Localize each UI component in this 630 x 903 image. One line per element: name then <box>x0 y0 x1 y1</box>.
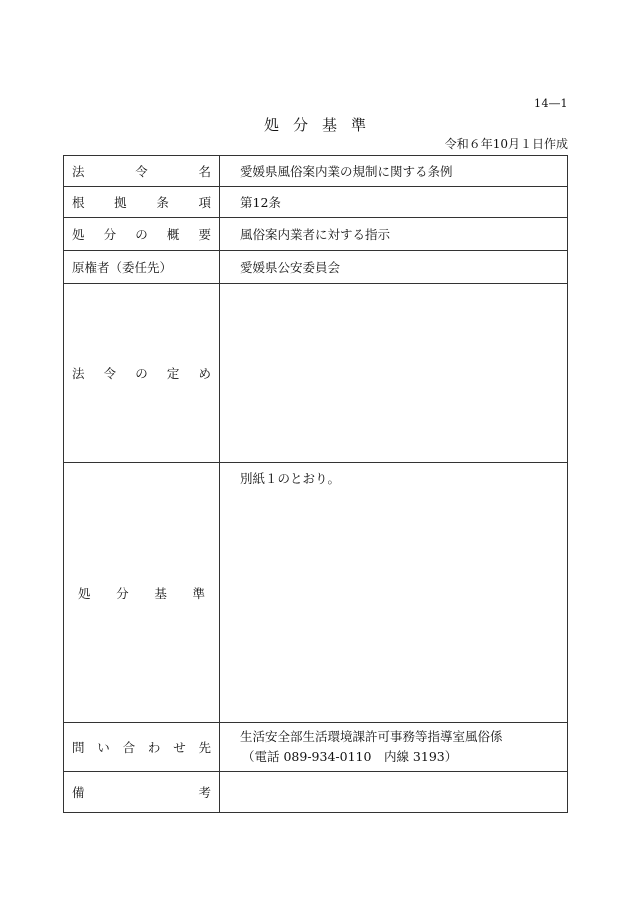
label-char: わ <box>147 740 161 755</box>
label-char: 条 <box>156 195 169 210</box>
label-char: 項 <box>198 195 211 210</box>
label-char: 考 <box>198 785 211 800</box>
label-char: 法 <box>72 164 85 179</box>
contact-phone: （電話 089-934-0110 内線 3193） <box>242 749 458 764</box>
value-disposition-standard: 別紙１のとおり。 <box>220 463 568 723</box>
label-char: 法 <box>72 366 85 381</box>
label-char: 先 <box>198 740 211 755</box>
label-char: の <box>135 366 148 381</box>
row-disposition-standard <box>64 463 568 723</box>
label-char: 基 <box>154 585 167 601</box>
value-original-authority: 愛媛県公安委員会 <box>220 251 568 284</box>
value-remarks <box>220 772 568 813</box>
label-char: 問 <box>72 740 85 755</box>
value-contact <box>220 723 568 772</box>
label-char: 準 <box>192 585 205 601</box>
label-char: 備 <box>72 785 85 800</box>
disposition-standard-table <box>63 155 568 813</box>
spread-label <box>72 364 211 382</box>
label-char: せ <box>173 740 186 755</box>
spread-label <box>78 584 205 602</box>
label-disposition-standard <box>64 463 220 723</box>
value-disposition-summary: 風俗案内業者に対する指示 <box>220 218 568 251</box>
value-legal-provisions <box>220 284 568 463</box>
row-law-name <box>64 156 568 187</box>
label-remarks <box>64 772 220 813</box>
label-char: 分 <box>116 585 129 601</box>
row-disposition-summary <box>64 218 568 251</box>
row-remarks <box>64 772 568 813</box>
label-char: 定 <box>166 366 180 381</box>
label-original-authority <box>64 251 220 284</box>
row-original-authority <box>64 251 568 284</box>
label-char: め <box>198 366 211 381</box>
row-legal-provisions <box>64 284 568 463</box>
label-char: 合 <box>122 740 136 755</box>
label-char: 名 <box>198 164 211 179</box>
label-disposition-summary <box>64 218 220 251</box>
row-contact <box>64 723 568 772</box>
label-basis-article <box>64 187 220 218</box>
label-law-name <box>64 156 220 187</box>
created-date: 令和６年10月１日作成 <box>444 137 568 151</box>
label-char: 根 <box>72 195 85 210</box>
label-char: 分 <box>103 227 117 242</box>
spread-label <box>72 193 211 211</box>
row-basis-article <box>64 187 568 218</box>
page-number: 14―1 <box>534 97 568 110</box>
label-char: の <box>135 227 148 242</box>
label-char: 処 <box>72 227 85 242</box>
spread-label <box>72 225 211 243</box>
label-char: 処 <box>78 585 91 601</box>
document-title: 処分基準 <box>263 116 380 134</box>
label-char: 令 <box>103 366 117 381</box>
spread-label <box>72 162 211 180</box>
label-original-authority-text: 原権者（委任先） <box>72 260 173 275</box>
value-law-name: 愛媛県風俗案内業の規制に関する条例 <box>220 156 568 187</box>
contact-department: 生活安全部生活環境課許可事務等指導室風俗係 <box>240 729 503 744</box>
label-char: い <box>97 740 110 755</box>
label-char: 令 <box>135 164 148 179</box>
label-char: 要 <box>198 227 211 242</box>
label-char: 概 <box>166 227 180 242</box>
label-char: 拠 <box>114 195 127 210</box>
value-basis-article: 第12条 <box>220 187 568 218</box>
label-contact <box>64 723 220 772</box>
spread-label <box>72 783 211 801</box>
spread-label <box>72 738 211 756</box>
label-legal-provisions <box>64 284 220 463</box>
